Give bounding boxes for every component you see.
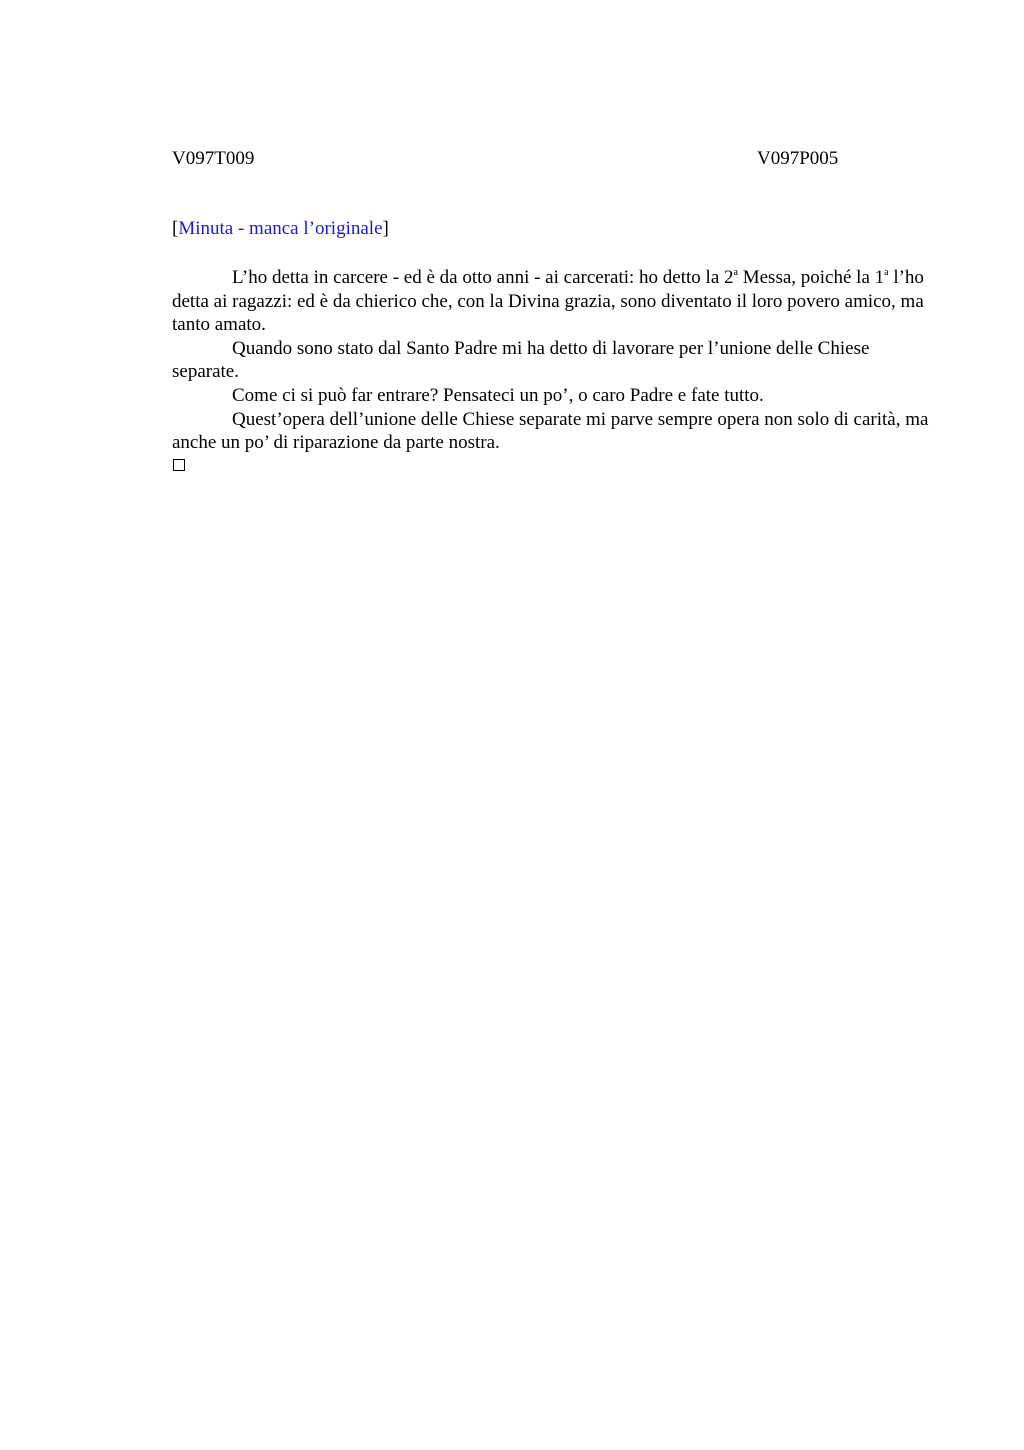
paragraph-3: Come ci si può far entrare? Pensateci un po’, o caro Padre e fate tutto.	[232, 384, 764, 406]
paragraph-1-part-b: Messa, poiché la 1	[737, 267, 885, 288]
superscript-ordinal: a	[884, 267, 889, 278]
document-code-right: V097P005	[757, 148, 839, 169]
empty-square-icon	[173, 459, 185, 471]
note-open-bracket: [	[172, 218, 179, 239]
note-text-link[interactable]: Minuta - manca l’originale	[178, 218, 383, 239]
paragraph-4: Quest’opera dell’unione delle Chiese separate mi parve sempre opera non solo di carità, ma anche un po’ di riparazione da parte nostra.	[172, 408, 929, 454]
paragraph-1	[172, 266, 932, 337]
paragraph-2: Quando sono stato dal Santo Padre mi ha detto di lavorare per l’unione delle Chiese separate.	[172, 337, 870, 383]
superscript-ordinal: a	[733, 267, 738, 278]
paragraph-1-part-a: L’ho detta in carcere - ed è da otto anni - ai carcerati: ho detto la 2	[232, 267, 734, 288]
document-code-left: V097T009	[172, 148, 255, 169]
draft-note	[172, 217, 389, 241]
paragraph-1-part-c: l’ho detta ai ragazzi: ed è da chierico che, con la Divina grazia, sono diventato il loro povero amico, ma tanto amato.	[172, 267, 924, 336]
letter-body	[172, 266, 932, 455]
note-close-bracket: ]	[382, 218, 389, 239]
